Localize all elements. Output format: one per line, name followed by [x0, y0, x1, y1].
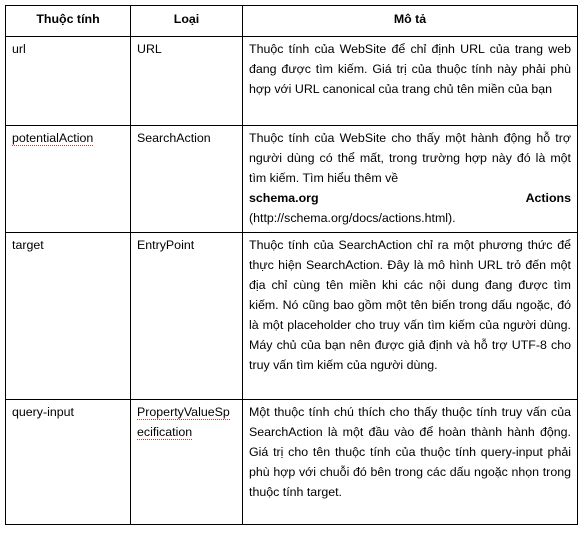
actions-label: Actions [525, 191, 571, 205]
schema-link-url: (http://schema.org/docs/actions.html). [249, 211, 456, 225]
type-cell: SearchAction [131, 126, 243, 233]
table-row [6, 400, 578, 525]
table-row [6, 233, 578, 400]
type-cell [131, 400, 243, 525]
type-cell: EntryPoint [131, 233, 243, 400]
property-table [5, 5, 578, 525]
description-text: Thuộc tính của WebSite cho thấy một hành động hỗ trợ người dùng có thể mất, trong trường hợp này đó là một tìm kiếm. Tìm hiểu thêm về [249, 131, 571, 185]
type-name: PropertyValueSpecification [137, 405, 230, 439]
table-row [6, 126, 578, 233]
type-cell: URL [131, 37, 243, 126]
property-cell: url [6, 37, 131, 126]
header-description: Mô tả [243, 6, 578, 37]
property-name: potentialAction [12, 131, 94, 145]
schema-link-line [249, 188, 571, 208]
description-cell: Thuộc tính của WebSite để chỉ định URL của trang web đang được tìm kiếm. Giá trị của thuộc tính này phải phù hợp với URL canonical của trang chủ tên miền của bạn [243, 37, 578, 126]
property-cell: query-input [6, 400, 131, 525]
header-type: Loại [131, 6, 243, 37]
description-cell: Một thuộc tính chú thích cho thấy thuộc tính truy vấn của SearchAction là một đầu vào để hoàn thành hành động. Giá trị cho tên thuộc tính của thuộc tính query-input phải phù hợp với chuỗi đó bên trong các dấu ngoặc nhọn trong thuộc tính target. [243, 400, 578, 525]
schema-org-label: schema.org [249, 191, 319, 205]
property-cell: target [6, 233, 131, 400]
table-row [6, 37, 578, 126]
header-property: Thuộc tính [6, 6, 131, 37]
table-header-row [6, 6, 578, 37]
description-cell: Thuộc tính của SearchAction chỉ ra một phương thức để thực hiện SearchAction. Đây là mô hình URL trỏ đến một địa chỉ cùng tên miền khi các nội dung đang được tìm kiếm. Nó cũng bao gồm một tên biến trong dấu ngoặc, đó là một placeholder cho truy vấn tìm kiếm của người dùng. Máy chủ của bạn nên được giả định và hỗ trợ UTF-8 cho truy vấn tìm kiếm của người dùng. [243, 233, 578, 400]
property-cell [6, 126, 131, 233]
description-cell [243, 126, 578, 233]
